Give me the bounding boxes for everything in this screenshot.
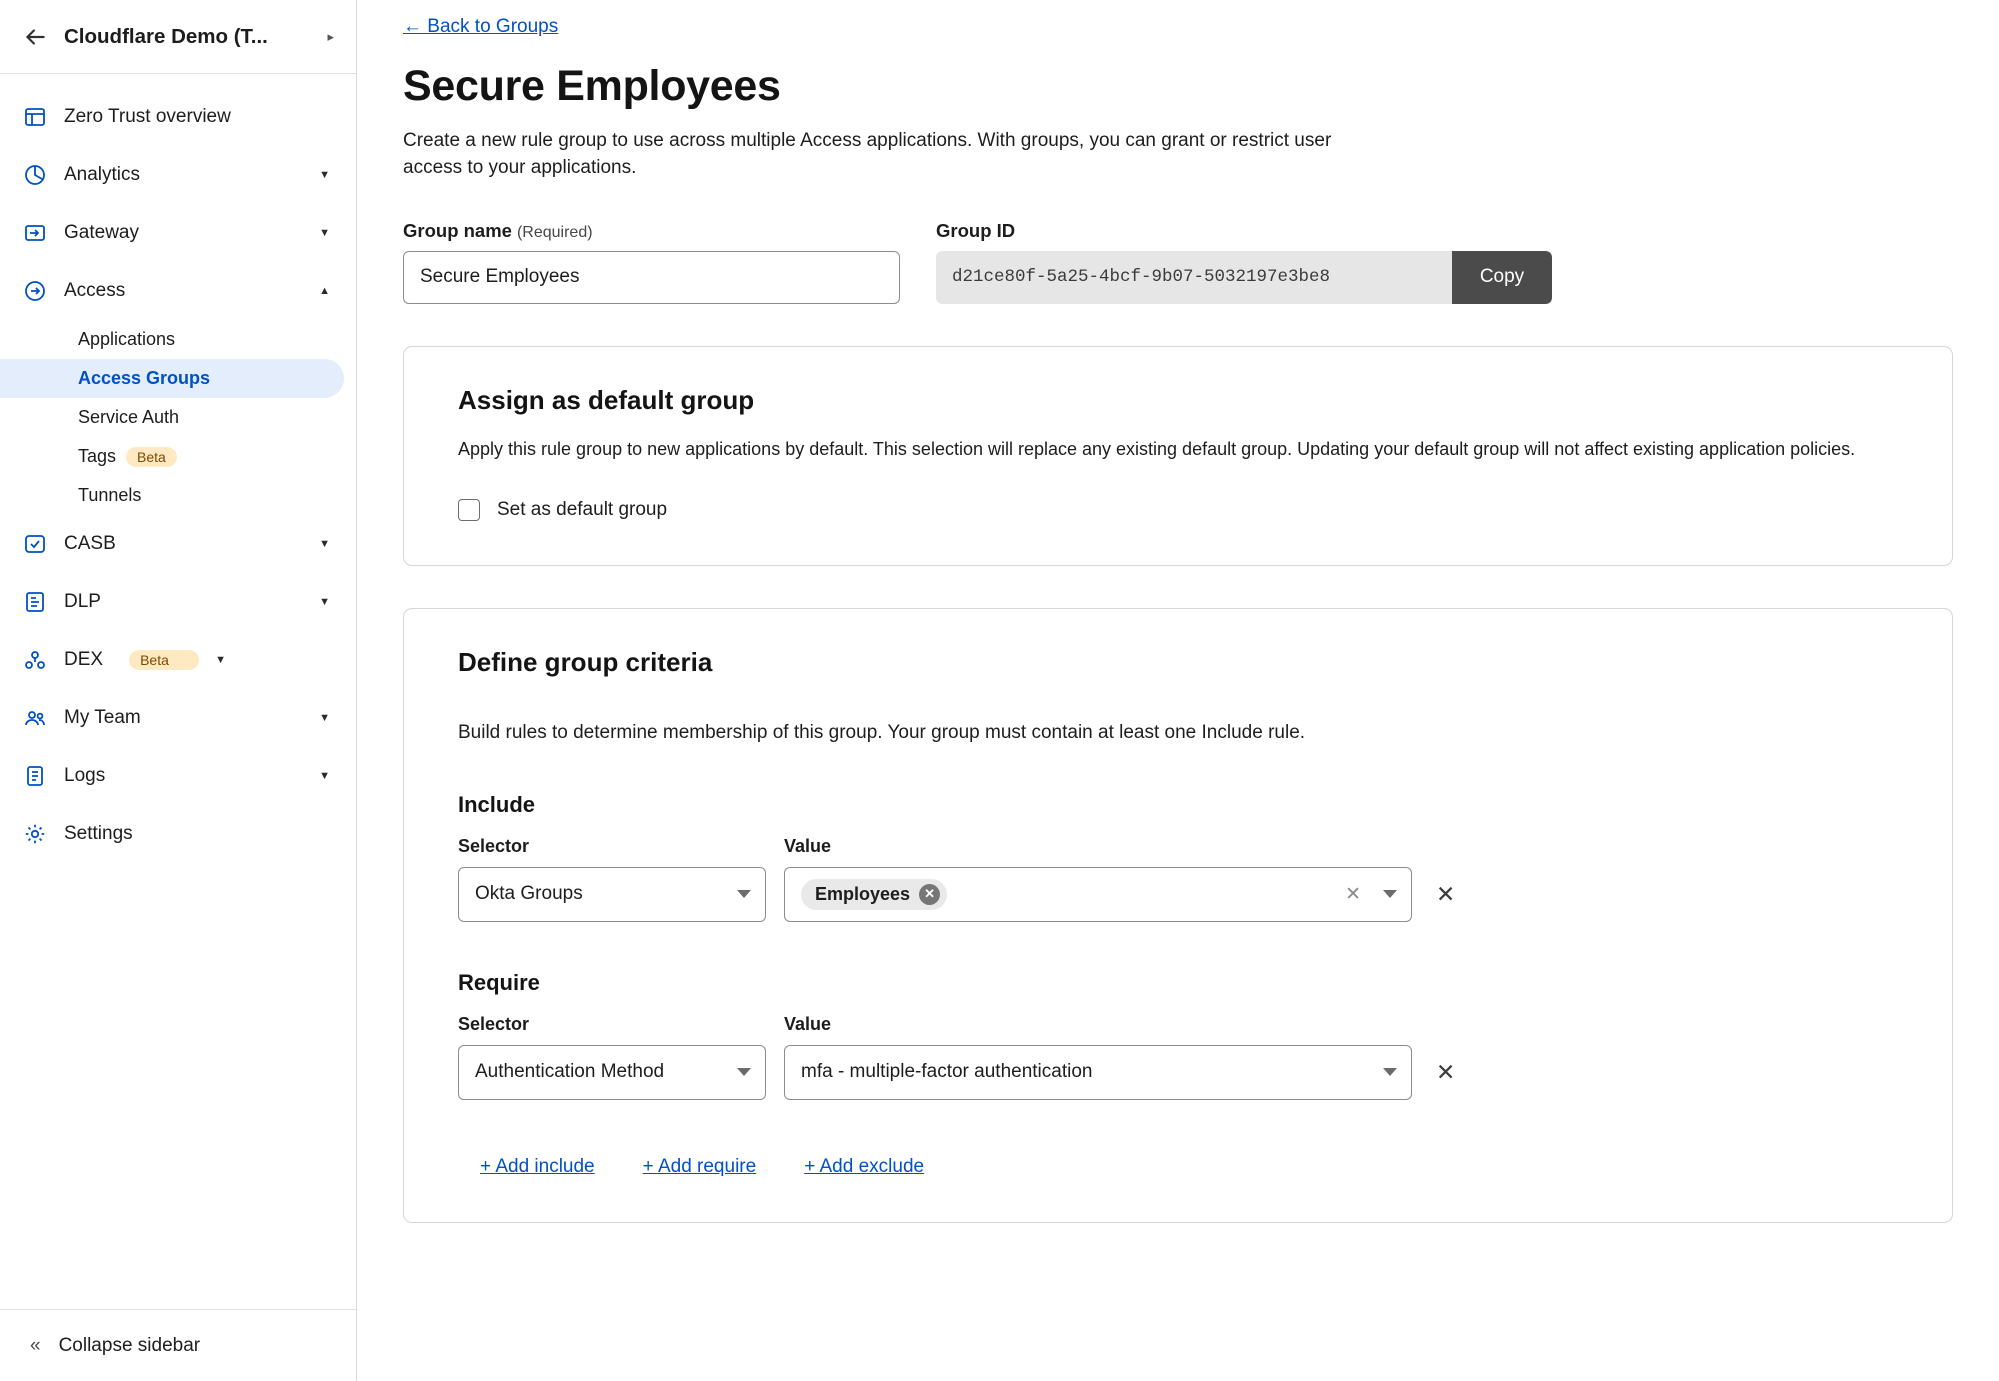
include-rule-row [458,836,1898,922]
group-criteria-description: Build rules to determine membership of this group. Your group must contain at least one Include rule. [458,721,1306,743]
page-title: Secure Employees [403,62,781,110]
back-to-groups-link[interactable]: ← Back to Groups [403,16,559,37]
include-rule-heading: Include [458,791,536,817]
chevron-down-icon [1383,1068,1397,1076]
sidebar-item-analytics[interactable] [0,146,356,204]
casb-icon [22,531,48,557]
remove-require-rule-button[interactable]: ✕ [1436,1058,1456,1085]
sidebar-item-tags[interactable] [0,437,344,476]
add-include-link[interactable]: + Add include [480,1155,595,1177]
copy-button[interactable]: Copy [1452,251,1552,304]
sidebar-item-zero-trust-overview[interactable] [0,88,356,146]
group-id-value: d21ce80f-5a25-4bcf-9b07-5032197e3be8 [936,251,1452,304]
sidebar-item-casb[interactable] [0,515,356,573]
back-arrow-icon[interactable] [22,24,48,50]
logs-icon [22,763,48,789]
require-rule-heading: Require [458,969,540,995]
clear-value-icon[interactable]: ✕ [1345,883,1361,905]
sidebar-item-label: DEX [64,649,104,670]
add-exclude-link[interactable]: + Add exclude [804,1155,925,1177]
group-id-field [936,220,1552,304]
sidebar-item-label: CASB [64,533,116,554]
account-caret-icon: ▸ [327,28,334,44]
page-description: Create a new rule group to use across multiple Access applications. With groups, you can grant or restrict user access to your applications. [403,130,1332,178]
add-require-link[interactable]: + Add require [642,1155,757,1177]
remove-include-rule-button[interactable]: ✕ [1436,880,1456,907]
gear-icon [22,821,48,847]
include-selector-value: Okta Groups [475,883,583,905]
sidebar-subitem-label: Tunnels [78,485,142,505]
group-criteria-title: Define group criteria [458,646,713,677]
account-header[interactable] [0,0,356,74]
sidebar-item-label: My Team [64,707,141,728]
group-identity-row [403,220,1953,304]
beta-badge: Beta [129,650,199,670]
main-content [357,0,1999,1381]
collapse-sidebar-button[interactable] [0,1309,356,1381]
sidebar-item-service-auth[interactable] [0,398,344,437]
remove-token-icon[interactable]: ✕ [919,884,940,905]
chevron-down-icon [1383,890,1397,898]
group-id-label: Group ID [936,219,1016,241]
collapse-icon: « [30,1334,41,1356]
default-group-card [403,346,1953,566]
value-token [801,879,947,910]
chevron-down-icon: ▼ [319,770,330,782]
require-rule-row [458,1014,1898,1100]
sidebar-subitem-label: Applications [78,329,176,349]
sidebar-item-access[interactable] [0,262,356,320]
group-name-label [403,220,900,242]
sidebar-item-settings[interactable] [0,805,356,863]
sidebar-item-dlp[interactable] [0,573,356,631]
default-group-description: Apply this rule group to new applications by default. This selection will replace any existing default group. Updating your default group will not affect existing application policies. [458,438,1856,459]
chevron-down-icon [737,890,751,898]
access-icon [22,278,48,304]
chevron-down-icon: ▼ [319,227,330,239]
value-token-label: Employees [815,883,911,904]
chevron-down-icon [737,1068,751,1076]
group-name-field [403,220,900,304]
include-selector-field [458,836,766,922]
require-selector-value: Authentication Method [475,1061,665,1083]
chevron-down-icon: ▼ [319,169,330,181]
team-icon [22,705,48,731]
sidebar [0,0,357,1381]
chevron-down-icon: ▼ [215,654,226,666]
include-selector-dropdown[interactable] [458,867,766,922]
sidebar-item-tunnels[interactable] [0,476,344,515]
group-name-required-note: (Required) [516,223,593,241]
sidebar-item-logs[interactable] [0,747,356,805]
include-selector-label: Selector [458,835,530,856]
sidebar-nav [0,74,356,1309]
dex-icon [22,647,48,673]
default-group-title: Assign as default group [458,384,755,415]
group-id-wrapper [936,251,1552,304]
sidebar-item-label: DLP [64,591,101,612]
dashboard-icon [22,104,48,130]
analytics-icon [22,162,48,188]
include-value-field [784,836,1412,922]
chevron-up-icon: ▲ [319,285,330,297]
collapse-sidebar-label: Collapse sidebar [58,1334,201,1356]
require-selector-dropdown[interactable] [458,1045,766,1100]
group-name-label-text: Group name [403,219,512,241]
sidebar-item-label: Zero Trust overview [64,106,231,127]
sidebar-item-label: Gateway [64,222,139,243]
sidebar-item-my-team[interactable] [0,689,356,747]
require-selector-field [458,1014,766,1100]
sidebar-item-dex[interactable] [0,631,356,689]
group-criteria-card [403,608,1953,1223]
chevron-down-icon: ▼ [319,596,330,608]
require-value-text: mfa - multiple-factor authentication [801,1061,1093,1083]
include-value-dropdown[interactable] [784,867,1412,922]
sidebar-subitem-label: Access Groups [78,368,211,388]
add-rule-links [458,1156,1898,1178]
gateway-icon [22,220,48,246]
sidebar-item-access-groups[interactable] [0,359,344,398]
set-as-default-group-checkbox[interactable] [458,499,480,521]
require-value-label: Value [784,1013,832,1034]
require-value-field [784,1014,1412,1100]
account-name: Cloudflare Demo (T... [64,24,268,48]
sidebar-item-label: Access [64,280,126,301]
dlp-icon [22,589,48,615]
chevron-down-icon: ▼ [319,712,330,724]
chevron-down-icon: ▼ [319,538,330,550]
sidebar-subitem-label: Service Auth [78,407,180,427]
sidebar-item-label: Settings [64,823,133,844]
require-selector-label: Selector [458,1013,530,1034]
set-as-default-group-row[interactable] [458,499,1898,521]
include-value-tokens [801,879,1339,910]
group-name-input[interactable] [403,251,900,304]
sidebar-item-applications[interactable] [0,320,344,359]
include-value-label: Value [784,835,832,856]
sidebar-item-label: Analytics [64,164,141,185]
set-as-default-group-label: Set as default group [497,498,668,520]
sidebar-item-label: Logs [64,765,106,786]
sidebar-item-gateway[interactable] [0,204,356,262]
sidebar-subitem-label: Tags [78,446,117,466]
require-value-dropdown[interactable] [784,1045,1412,1100]
beta-badge: Beta [126,447,177,467]
